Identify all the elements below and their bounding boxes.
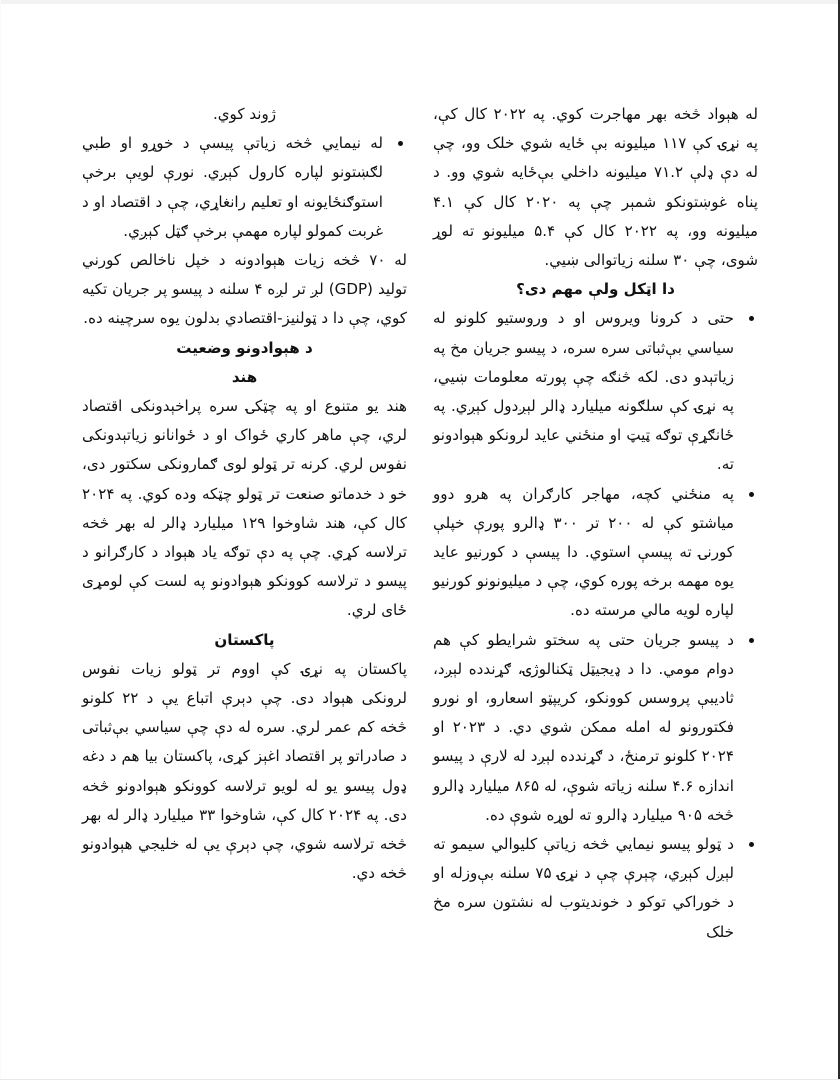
right-column-bullet-list bbox=[433, 304, 758, 946]
bullet-item: په منځني کچه، مهاجر کارګران په هرو دوو میاشتو کې له ۲۰۰ تر ۳۰۰ ډالرو پورې خپلې کورنۍ ته پیسې استوي. دا پیسې د کورنیو عاید یوه مهمه برخه پوره کوي، چې د میلیونونو کورنیو لپاره لویه مالي مرسته ده. bbox=[433, 480, 758, 626]
heading-country-situation: د هېوادونو وضعیت bbox=[176, 338, 313, 357]
heading-pakistan: پاکستان bbox=[214, 630, 275, 649]
paragraph-pakistan-economy: پاکستان په نړۍ کې اووم تر ټولو زیات نفوس لرونکی هېواد دی. چې دېرې اتباع یې د ۲۲ کلونو څخه کم عمر لري. سره له دې چې سیاسي بې‌ثباتی د صادراتو پر اقتصاد اغېز کړی، پاکستان بیا هم د دغه ډول پیسو یو له لویو ترلاسه کوونکو هېوادونو څخه دی. په ۲۰۲۴ کال کې، شاوخوا ۳۳ میلیارد ډالر له بهر څخه ترلاسه شوي، چې دېرې یې له خلیجي هېوادونو څخه دي. bbox=[82, 659, 407, 883]
bullet-item: له نیمایي څخه زیاتې پیسې د خوړو او طبي لګښتونو لپاره کارول کېږي. نورې لویې برخې استوګنځایونه او تعلیم رانغاړي، چې د اقتصاد او د غربت کمولو لپاره مهمې برخې ګټل کېږي. bbox=[82, 129, 407, 246]
right-column bbox=[433, 100, 758, 947]
bullet-item: حتی د کرونا ویروس او د وروستیو کلونو له سیاسي بې‌ثباتی سره سره، د پیسو جریان مخ په زیاتېدو دی. لکه څنګه چې پورته معلومات ښیي، په نړۍ کې سلګونه میلیارد ډالر لېږدول کېږي. په ځانګړې توګه ټیټ او منځني عاید لرونکو هېوادونو ته. bbox=[433, 304, 758, 479]
two-column-body bbox=[82, 100, 758, 947]
heading-india: هند bbox=[231, 367, 258, 386]
heading-why-important: دا اټکل ولې مهم دی؟ bbox=[516, 280, 675, 299]
paragraph-india-economy: هند یو متنوع او په چټکۍ سره پراخېدونکی اقتصاد لري، چې ماهر کاري ځواک او د ځوانانو زیاتېدونکی نفوس لري. کرنه تر ټولو لوی ګمارونکی سکتور دی، خو د خدماتو صنعت تر ټولو چټکه وده کوي. په ۲۰۲۴ کال کې، هند شاوخوا ۱۲۹ میلیارد ډالر له بهر څخه ترلاسه کړي. چې په دې توګه یاد هېواد د کارګرانو د پیسو د ترلاسه کوونکو هېوادونو په لست کې لومړی ځای لري. bbox=[82, 397, 407, 620]
paragraph-migration-stats: له هېواد څخه بهر مهاجرت کوي. په ۲۰۲۲ کال کې، په نړۍ کې ۱۱۷ میلیونه بې ځایه شوي خلک وو، چې له دې ډلې ۷۱.۲ میلیونه داخلي بې‌ځایه شوي وو. د پناه غوښتونکو شمېر چې په ۲۰۲۰ کال کې ۴.۱ میلیونه وو، په ۲۰۲۲ کال کې ۵.۴ میلیونو ته لوړ شوی، چې ۳۰ سلنه زیاتوالی ښیي. bbox=[433, 105, 759, 270]
left-column bbox=[82, 100, 407, 947]
scan-top-strip bbox=[0, 0, 840, 4]
paragraph-continuation-living: ژوند کوي. bbox=[212, 105, 277, 123]
bullet-item: د ټولو پیسو نیمایي څخه زیاتې کلیوالي سیمو ته لېږل کېږي، چېرې چې د نړۍ ۷۵ سلنه بې‌وزله او د خوراکي توکو د خوندیتوب له نشتون سره مخ خلک bbox=[433, 830, 758, 947]
scan-left-edge bbox=[0, 0, 1, 1080]
paragraph-gdp-dependence: له ۷۰ څخه زیات هېوادونه د خپل ناخالص کورني تولید (GDP) لږ تر لږه ۴ سلنه د پیسو پر جریان تکیه کوي، چې دا د ټولنیز-اقتصادي بدلون یوه سرچینه ده. bbox=[82, 251, 408, 328]
bullet-item: د پیسو جریان حتی په سختو شرایطو کې هم دوام مومي. دا د ډیجیټل ټکنالوژۍ، ګړندده لېږد، ثادیبې پروسس کوونکو، کریپټو اسعارو، او نورو فکتورونو له امله ممکن شوي دي. د ۲۰۲۳ او ۲۰۲۴ کلونو ترمنځ، د ګړندده لېږد له لارې د پیسو اندازه ۴.۶ سلنه زیاته شوې، له ۸۶۵ میلیارد ډالرو څخه ۹۰۵ میلیارد ډالرو ته لوړه شوې ده. bbox=[433, 626, 758, 830]
